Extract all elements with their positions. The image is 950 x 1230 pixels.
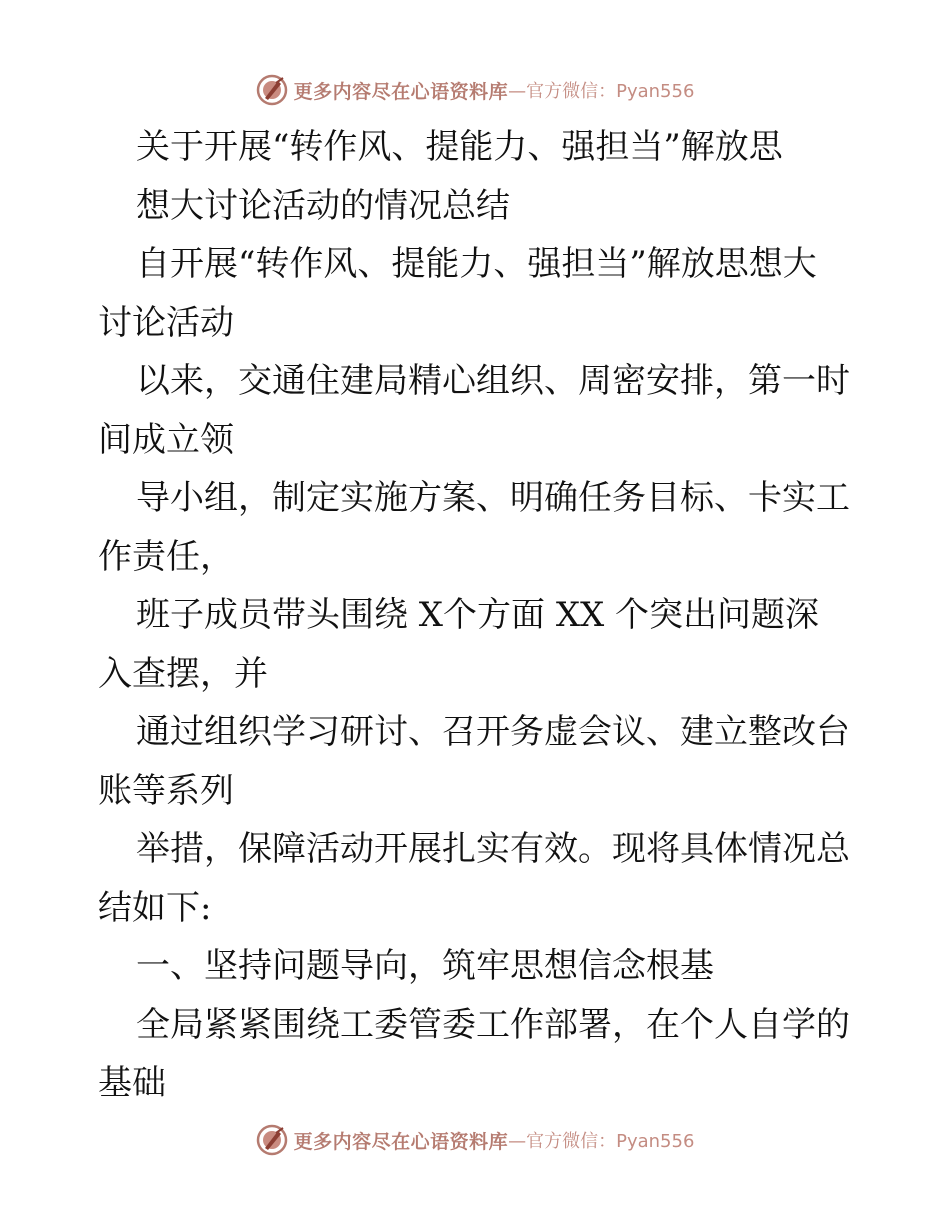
document-line: 导小组，制定实施方案、明确任务目标、卡实工 [136,478,850,518]
document-line: 账等系列 [98,770,234,811]
banner-title: 更多内容尽在心语资料库 [293,1130,509,1153]
document-line: 作责任， [98,536,234,577]
quill-seal-icon [256,74,288,106]
document-line: 全局紧紧围绕工委管委工作部署，在个人自学的 [136,1004,850,1045]
document-line: 通过组织学习研讨、召开务虚会议、建立整改台 [136,712,850,752]
document-body [98,118,868,1113]
footer-banner [0,1120,950,1160]
document-line: 讨论活动 [98,302,234,343]
document-line: 想大讨论活动的情况总结 [136,185,510,226]
header-banner [0,70,950,110]
quill-seal-icon [256,1124,288,1156]
document-line: 关于开展“转作风、提能力、强担当”解放思 [136,127,783,167]
document-line: 入查摆，并 [98,653,268,694]
document-line: 自开展“转作风、提能力、强担当”解放思想大 [136,244,817,284]
document-line: 举措，保障活动开展扎实有效。现将具体情况总 [136,829,850,869]
banner-title: 更多内容尽在心语资料库 [293,80,509,103]
document-line: 班子成员带头围绕 X个方面 XX 个突出问题深 [136,595,820,635]
document-line: 间成立领 [98,419,234,460]
document-line: 一、坚持问题导向，筑牢思想信念根基 [136,946,714,986]
document-line: 以来，交通住建局精心组织、周密安排，第一时 [136,361,850,401]
document-line: 基础 [98,1063,166,1103]
banner-subtitle: —官方微信：Pyan556 [508,1131,695,1152]
document-line: 结如下: [98,887,212,928]
banner-subtitle: —官方微信：Pyan556 [508,81,695,102]
